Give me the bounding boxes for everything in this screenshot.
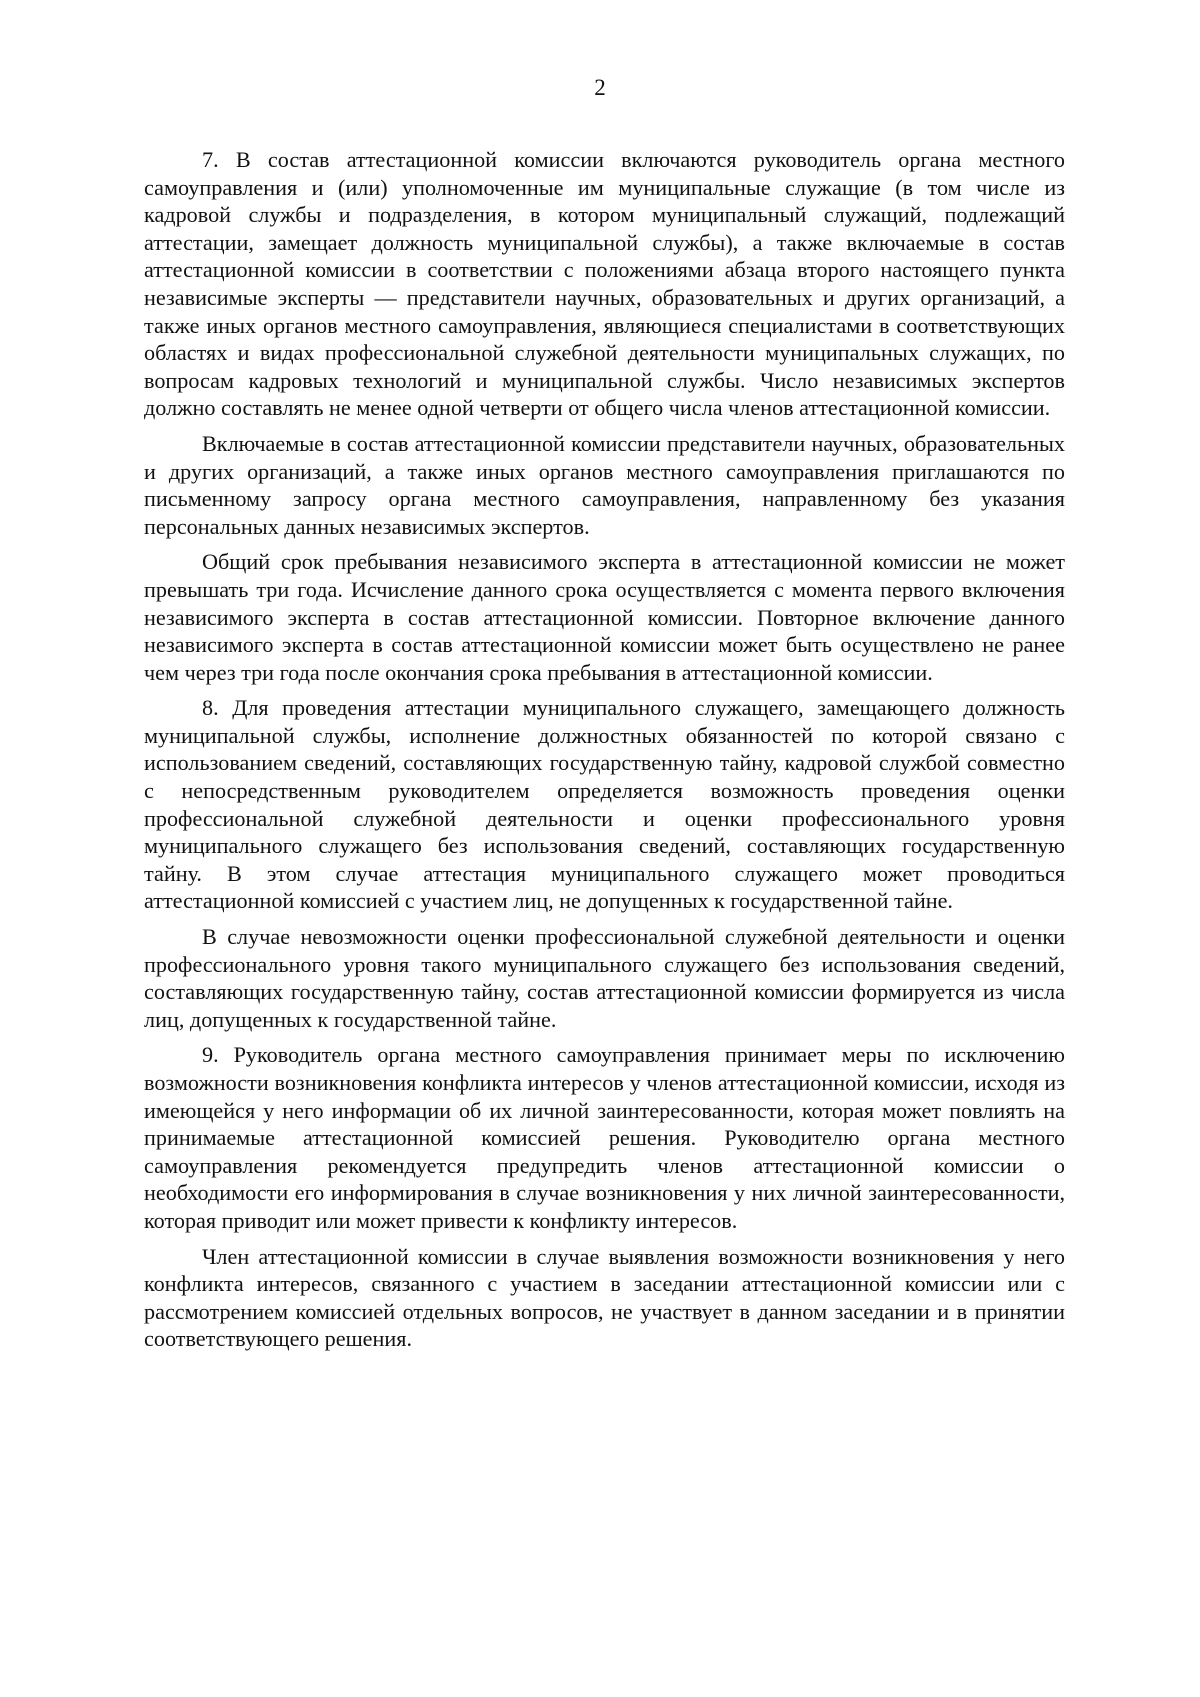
paragraph-7-commission-composition: 7. В состав аттестационной комиссии включаются руководитель органа местного самоуправления и (или) уполномоченные им муниципальные служащие (в том числе из кадровой службы и подразделения, в котором муниципальный служащий, подлежащий аттестации, замещает должность муниципальной службы), а также включаемые в состав аттестационной комиссии в соответствии с положениями абзаца второго настоящего пункта независимые эксперты — представители научных, образовательных и других организаций, а также иных органов местного самоуправления, являющиеся специалистами в соответствующих областях и видах профессиональной служебной деятельности муниципальных служащих, по вопросам кадровых технологий и муниципальной службы. Число независимых экспертов должно составлять не менее одной четверти от общего числа членов аттестационной комиссии. (144, 147, 1065, 421)
document-body (144, 146, 1065, 1361)
paragraph-expert-term: Общий срок пребывания независимого эксперта в аттестационной комиссии не может превышать три года. Исчисление данного срока осуществляется с момента первого включения независимого эксперта в состав аттестационной комиссии. Повторное включение данного независимого эксперта в состав аттестационной комиссии может быть осуществлено не ранее чем через три года после окончания срока пребывания в аттестационной комиссии. (144, 549, 1065, 685)
paragraph-secret-clearance-composition: В случае невозможности оценки профессиональной служебной деятельности и оценки профессионального уровня такого муниципального служащего без использования сведений, составляющих государственную тайну, состав аттестационной комиссии формируется из числа лиц, допущенных к государственной тайне. (144, 924, 1065, 1032)
paragraph-member-recusal: Член аттестационной комиссии в случае выявления возможности возникновения у него конфликта интересов, связанного с участием в заседании аттестационной комиссии или с рассмотрением комиссией отдельных вопросов, не участвует в данном заседании и в принятии соответствующего решения. (144, 1243, 1065, 1352)
page-number: 2 (594, 75, 606, 100)
paragraph-invited-representatives: Включаемые в состав аттестационной комиссии представители научных, образовательных и других организаций, а также иных органов местного самоуправления приглашаются по письменному запросу органа местного самоуправления, направленному без указания персональных данных независимых экспертов. (144, 430, 1065, 539)
paragraph-9-conflict-of-interest: 9. Руководитель органа местного самоуправления принимает меры по исключению возможности возникновения конфликта интересов у членов аттестационной комиссии, исходя из имеющейся у него информации об их личной заинтересованности, которая может повлиять на принимаемые аттестационной комиссией решения. Руководителю органа местного самоуправления рекомендуется предупредить членов аттестационной комиссии о необходимости его информирования в случае возникновения у них личной заинтересованности, которая приводит или может привести к конфликту интересов. (144, 1042, 1065, 1233)
paragraph-8-state-secret: 8. Для проведения аттестации муниципального служащего, замещающего должность муниципальной службы, исполнение должностных обязанностей по которой связано с использованием сведений, составляющих государственную тайну, кадровой службой совместно с непосредственным руководителем определяется возможность проведения оценки профессиональной служебной деятельности и оценки профессионального уровня муниципального служащего без использования сведений, составляющих государственную тайну. В этом случае аттестация муниципального служащего может проводиться аттестационной комиссией с участием лиц, не допущенных к государственной тайне. (144, 695, 1065, 914)
